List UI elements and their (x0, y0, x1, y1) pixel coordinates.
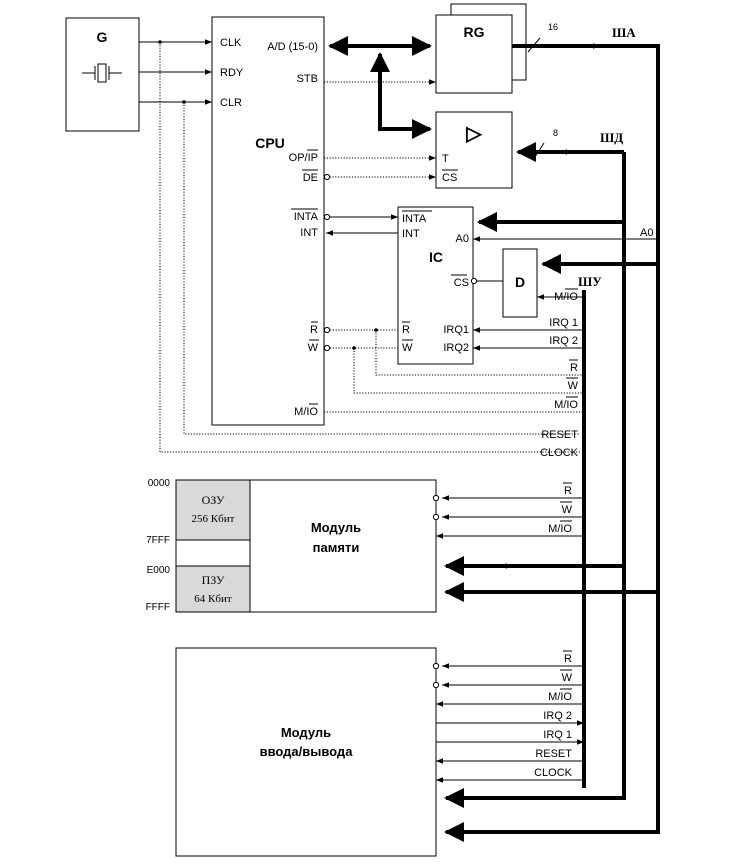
cpu-pin-r: R (310, 324, 318, 336)
ic-pin-irq1: IRQ1 (443, 324, 469, 336)
io-module-title-1: Модуль (280, 725, 332, 740)
io-label-irq1: IRQ 1 (543, 729, 572, 741)
cpu-pin-ad: A/D (15-0) (267, 41, 318, 53)
ic-pin-int: INT (402, 228, 420, 240)
cpu-pin-clr: CLR (220, 97, 243, 109)
cpu-label: CPU (255, 135, 285, 151)
cpu-block (212, 17, 324, 425)
memory-module (176, 480, 436, 612)
ctrl-label-clock: CLOCK (540, 447, 578, 459)
buffer-icon: ▷ (466, 123, 482, 145)
buffer-block (436, 112, 512, 188)
io-module-title-2: ввода/вывода (259, 744, 353, 759)
ctrl-label-w: W (567, 380, 578, 392)
memory-address-labels (146, 478, 171, 613)
ctrl-label-reset: RESET (541, 429, 578, 441)
mem-label-mio: M/IO (548, 523, 572, 535)
generator-label: G (96, 29, 108, 45)
data-bus-label: ШД (600, 130, 624, 145)
register-block (436, 4, 526, 93)
addr-7fff: 7FFF (146, 535, 170, 546)
cpu-pin-inta: INTA (293, 211, 318, 223)
addr-ffff: FFFF (145, 602, 170, 613)
buffer-pin-cs: CS (442, 172, 458, 184)
memory-module-title-2: памяти (312, 540, 360, 555)
register-label: RG (463, 24, 485, 40)
ram-name: ОЗУ (201, 493, 225, 507)
cpu-pin-w: W (307, 342, 318, 354)
io-label-mio: M/IO (548, 691, 572, 703)
cpu-pin-mio: M/IO (294, 406, 318, 418)
address-bus-label: ША (612, 25, 636, 40)
cpu-pin-clk: CLK (220, 37, 242, 49)
cpu-pin-rdy: RDY (220, 67, 244, 79)
ram-size: 256 Кбит (191, 513, 235, 525)
ic-label: IC (429, 249, 443, 265)
addr-0000: 0000 (147, 478, 170, 489)
ctrl-label-irq1: IRQ 1 (549, 317, 578, 329)
cpu-pin-stb: STB (296, 73, 318, 85)
io-label-clock: CLOCK (534, 767, 572, 779)
io-label-w: W (561, 672, 572, 684)
addr-e000: E000 (146, 565, 170, 576)
ic-pin-w: W (402, 342, 413, 354)
io-module (176, 648, 436, 856)
decoder-label: D (514, 274, 526, 290)
rom-name: ПЗУ (201, 573, 225, 587)
io-label-reset: RESET (535, 748, 572, 760)
decoder-block (503, 249, 537, 317)
mem-label-w: W (561, 504, 572, 516)
interrupt-controller-block (398, 207, 473, 364)
ctrl-label-mio: M/IO (554, 399, 578, 411)
ctrl-label-r: R (570, 362, 578, 374)
ic-pin-cs: CS (453, 277, 469, 289)
rom-size: 64 Кбит (194, 593, 232, 605)
ic-pin-r: R (402, 324, 410, 336)
ic-pin-a0: A0 (455, 233, 469, 245)
io-label-irq2: IRQ 2 (543, 710, 572, 722)
io-signal-labels (534, 651, 573, 779)
a0-line-label: A0 (640, 227, 654, 239)
buffer-pin-t: T (442, 153, 449, 165)
ic-pin-inta: INTA (402, 213, 427, 225)
io-label-r: R (564, 653, 572, 665)
cpu-pin-int: INT (300, 227, 318, 239)
control-signal-labels (540, 317, 579, 459)
clock-generator (66, 18, 139, 131)
mem-label-r: R (564, 485, 572, 497)
cpu-pin-de: DE (302, 172, 318, 184)
control-bus-label: ШУ (578, 274, 602, 289)
cpu-pin-opip: OP/IP (288, 152, 318, 164)
data-bus-width: 8 (553, 128, 559, 138)
ic-pin-irq2: IRQ2 (443, 342, 469, 354)
decoder-mio-label: M/IO (554, 291, 578, 303)
address-bus-width: 16 (548, 22, 559, 32)
memory-module-title-1: Модуль (310, 520, 362, 535)
ctrl-label-irq2: IRQ 2 (549, 335, 578, 347)
